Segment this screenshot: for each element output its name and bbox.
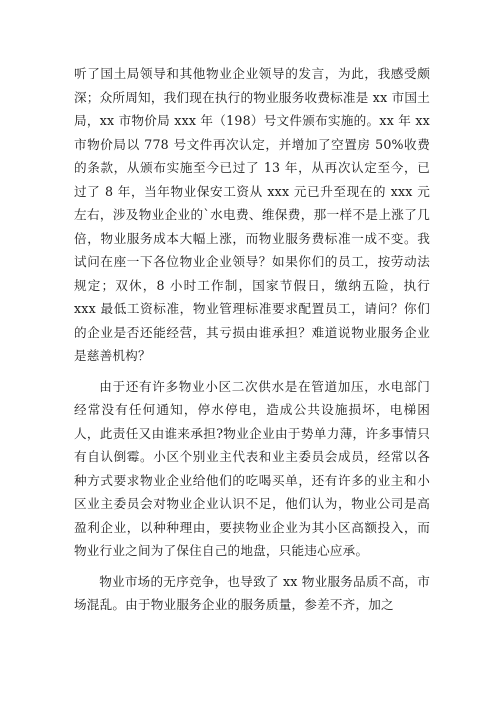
paragraph-3: 物业市场的无序竞争，也导致了 xx 物业服务品质不高，市场混乱。由于物业服务企业的服务质量，参差不齐，加之 [74,573,430,612]
paragraph-2: 由于还有许多物业小区二次供水是在管道加压，水电部门经常没有任何通知，停水停电，造成公共设施损坏，电梯困人，此责任又由谁来承担?物业企业由于势单力薄，许多事情只有自认倒霉。小区个别业主代表和业主委员会成员，经常以各种方式要求物业企业给他们的吃喝买单，还有许多的业主和小区业主委员会对物业企业认识不足，他们认为，物业公司是高盈利企业，以种种理由，要挟物业企业为其小区高额投入，而物业行业之间为了保住自己的地盘，只能违心应承。 [74,378,430,558]
paragraph-1: 听了国土局领导和其他物业企业领导的发言，为此，我感受颇深；众所周知，我们现在执行的物业服务收费标准是 xx 市国土局，xx 市物价局 xxx 年（198）号文件颁布实施的。xx 年 xx 市物价局以 778 号文件再次认定，并增加了空置房 50%收费的条款，从颁布实施至今已过了 13 年，从再次认定至今，已过了 8 年，当年物业保安工资从 xxx 元已升至现在的 xxx 元左右，涉及物业企业的`水电费、维保费，那一样不是上涨了几倍，物业服务成本大幅上涨，而物业服务费标准一成不变。我试问在座一下各位物业企业领导？如果你们的员工，按劳动法规定；双休，8 小时工作制，国家节假日，缴纳五险，执行 xxx 最低工资标准，物业管理标准要求配置员工，请问？你们的企业是否还能经营，其亏损由谁承担？难道说物业服务企业是慈善机构？ [74,66,430,363]
document-body [74,62,430,617]
